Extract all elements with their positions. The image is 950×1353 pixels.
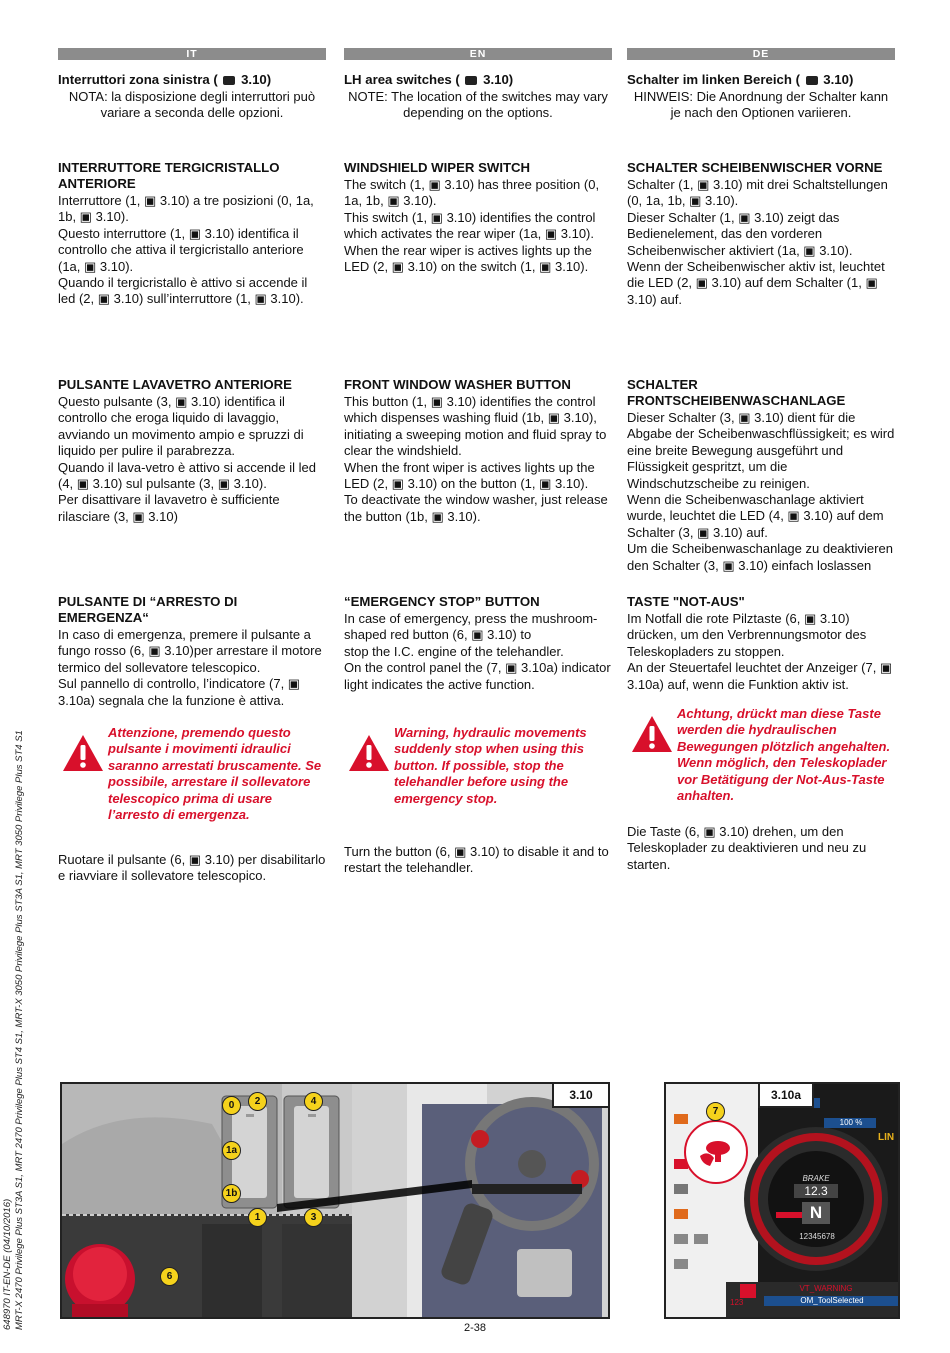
figure-3-10a	[664, 1082, 900, 1319]
section-body	[627, 611, 895, 693]
display-tool: OM_ToolSelected	[800, 1296, 864, 1305]
section-title: TASTE "NOT-AUS"	[627, 594, 745, 609]
section-note: HINWEIS: Die Anordnung der Schalter kann je nach den Optionen variieren.	[633, 89, 889, 121]
warning-text: Achtung, drückt man diese Taste werden die hydraulischen Bewegungen plötzlich angehalten. Wenn möglich, den Teleskoplader vor Betätigung der Not-Aus-Taste anhalten.	[677, 706, 891, 804]
paragraph: This switch (1, ▣ 3.10) identifies the control which activates the rear wiper (1a, ▣ 3.10).	[344, 209, 596, 242]
camera-icon	[223, 76, 235, 85]
section-wiper-switch	[58, 160, 326, 308]
section-body	[344, 611, 612, 693]
paragraph: Quando il lava-vetro è attivo si accende il led (4, ▣ 3.10) sul pulsante (3, ▣ 3.10).	[58, 459, 316, 492]
callout-1a: 1a	[222, 1141, 241, 1160]
paragraph: Wenn die Scheibenwaschanlage aktiviert wurde, leuchtet die LED (4, ▣ 3.10) auf dem Schalter (3, ▣ 3.10) auf.	[627, 492, 884, 540]
warning-de	[627, 706, 895, 804]
callout-7: 7	[706, 1102, 725, 1121]
column-it	[58, 48, 326, 708]
section-title: SCHALTER SCHEIBENWISCHER VORNE	[627, 160, 883, 175]
section-title: PULSANTE LAVAVETRO ANTERIORE	[58, 377, 292, 392]
callout-4: 4	[304, 1092, 323, 1111]
paragraph: The switch (1, ▣ 3.10) has three position (0, 1a, 1b, ▣ 3.10).	[344, 177, 600, 209]
section-note: NOTE: The location of the switches may vary depending on the options.	[348, 89, 608, 121]
display-number: 123	[730, 1298, 744, 1307]
paragraph: Sul pannello di controllo, l’indicatore (7, ▣ 3.10a) segnala che la funzione è attiva.	[58, 676, 301, 708]
section-title: PULSANTE DI “ARRESTO DI EMERGENZA“	[58, 594, 238, 625]
page-number: 2-38	[463, 1322, 487, 1334]
figure-label: 3.10a	[758, 1084, 814, 1108]
paragraph: Schalter (1, ▣ 3.10) mit drei Schaltstellungen (0, 1a, 1b, ▣ 3.10).	[627, 177, 888, 209]
section-washer-button	[627, 377, 895, 574]
section-title: FRONT WINDOW WASHER BUTTON	[344, 377, 571, 392]
section-body	[58, 394, 326, 525]
document-code: 648970 IT-EN-DE (04/10/2016)	[2, 1198, 13, 1330]
callout-6: 6	[160, 1267, 179, 1286]
emergency-stop-indicator-icon	[684, 1120, 748, 1184]
paragraph: In caso di emergenza, premere il pulsante a fungo rosso (6, ▣ 3.10)per arrestare il motore termico del sollevatore telescopico.	[58, 627, 322, 675]
paragraph: Um die Scheibenwaschanlage zu deaktivieren den Schalter (3, ▣ 3.10) einfach loslassen	[627, 541, 893, 573]
section-note: NOTA: la disposizione degli interruttori può variare a seconda delle opzioni.	[68, 89, 316, 121]
model-list: MRT-X 2470 Privilege Plus ST3A S1, MRT 2470 Privilege Plus ST4 S1, MRT-X 3050 Privilege Plus ST3A S1, MRT 3050 Privilege Plus ST4 S1	[14, 730, 25, 1330]
section-emergency-stop	[344, 594, 612, 693]
paragraph: Im Notfall die rote Pilztaste (6, ▣ 3.10) drücken, um den Verbrennungsmotor des Teleskopladers zu stoppen.	[627, 611, 867, 659]
figure-3-10-illustration	[62, 1084, 608, 1317]
paragraph: stop the I.C. engine of the telehandler.	[344, 643, 564, 659]
paragraph: Quando il tergicristallo è attivo si accende il led (2, ▣ 3.10) sull’interruttore (1, ▣ 3.10).	[58, 275, 308, 307]
column-header-de: DE	[627, 48, 895, 60]
section-body	[344, 177, 612, 275]
paragraph: Questo pulsante (3, ▣ 3.10) identifica il controllo che eroga liquido di lavaggio, avviando un movimento ampio e spruzzi di liquido per pulire il parabrezza.	[58, 394, 304, 459]
section-title: Schalter im linken Bereich ( 3.10)	[627, 72, 854, 87]
paragraph: In case of emergency, press the mushroom-shaped red button (6, ▣ 3.10) to	[344, 611, 598, 643]
display-percent-2: 100 %	[839, 1118, 863, 1127]
paragraph: Wenn der Scheibenwischer aktiv ist, leuchtet die LED (2, ▣ 3.10) auf dem Schalter (1, ▣ 3.10) auf.	[627, 259, 885, 307]
paragraph: An der Steuertafel leuchtet der Anzeiger (7, ▣ 3.10a) auf, wenn die Funktion aktiv ist.	[627, 660, 893, 692]
warning-triangle-icon	[58, 725, 108, 823]
section-end-text: Turn the button (6, ▣ 3.10) to disable it and to restart the telehandler.	[344, 844, 609, 876]
section-emergency-stop	[58, 594, 326, 709]
display-warning: VT_WARNING	[799, 1284, 853, 1293]
section-end-text: Ruotare il pulsante (6, ▣ 3.10) per disabilitarlo e riavviare il sollevatore telescopico.	[58, 852, 326, 884]
paragraph: When the rear wiper is actives lights up the LED (2, ▣ 3.10) on the switch (1, ▣ 3.10).	[344, 242, 592, 275]
section-switches-intro	[344, 72, 612, 122]
paragraph: Dieser Schalter (3, ▣ 3.10) dient für die Abgabe der Scheibenwaschflüssigkeit; es wird eine breite Bewegung ausgeführt und Flüssigkeit gespritzt, um die Windschutzscheibe zu reinigen.	[627, 410, 895, 491]
warning-triangle-icon	[627, 706, 677, 804]
paragraph: Interruttore (1, ▣ 3.10) a tre posizioni (0, 1a, 1b, ▣ 3.10).	[58, 193, 314, 225]
section-body	[627, 177, 895, 308]
paragraph: Dieser Schalter (1, ▣ 3.10) zeigt das Bedienelement, das den vorderen Scheibenwischer aktiviert (1a, ▣ 3.10).	[627, 209, 853, 258]
section-title: “EMERGENCY STOP” BUTTON	[344, 594, 540, 609]
display-gear: N	[802, 1202, 830, 1224]
display-value: 12.3	[794, 1184, 838, 1198]
section-body	[627, 410, 895, 574]
callout-1: 1	[248, 1208, 267, 1227]
callout-2: 2	[248, 1092, 267, 1111]
warning-it	[58, 725, 326, 823]
display-hours: 12345678	[799, 1232, 835, 1241]
section-body	[58, 627, 326, 709]
figure-3-10	[60, 1082, 610, 1319]
section-wiper-switch	[344, 160, 612, 275]
section-title: INTERRUTTORE TERGICRISTALLO ANTERIORE	[58, 160, 280, 191]
section-wiper-switch	[627, 160, 895, 308]
section-title: SCHALTER FRONTSCHEIBENWASCHANLAGE	[627, 377, 846, 408]
warning-text: Warning, hydraulic movements suddenly stop when using this button. If possible, stop the telehandler before using the emergency stop.	[394, 725, 587, 806]
column-en	[344, 48, 612, 692]
paragraph: Questo interruttore (1, ▣ 3.10) identifica il controllo che attiva il tergicristallo anteriore (1a, ▣ 3.10).	[58, 225, 304, 274]
warning-triangle-icon	[344, 725, 394, 807]
callout-1b: 1b	[222, 1184, 241, 1203]
section-title: WINDSHIELD WIPER SWITCH	[344, 160, 531, 175]
figure-label: 3.10	[552, 1084, 608, 1108]
section-washer-button	[58, 377, 326, 525]
section-switches-intro	[58, 72, 326, 122]
side-document-reference	[2, 710, 26, 1330]
callout-0: 0	[222, 1096, 241, 1115]
section-washer-button	[344, 377, 612, 525]
callout-3: 3	[304, 1208, 323, 1227]
camera-icon	[806, 76, 818, 85]
display-lim-label: LIN	[878, 1132, 895, 1143]
section-body	[344, 394, 612, 525]
paragraph: When the front wiper is actives lights up the LED (2, ▣ 3.10) on the button (1, ▣ 3.10).	[344, 459, 595, 492]
warning-en	[344, 725, 612, 807]
paragraph: This button (1, ▣ 3.10) identifies the control which dispenses washing fluid (1b, ▣ 3.10), initiating a sweeping motion and fluid spray to clear the windshield.	[344, 394, 607, 459]
section-body	[58, 193, 326, 308]
paragraph: On the control panel the (7, ▣ 3.10a) indicator light indicates the active function.	[344, 660, 611, 692]
camera-icon	[465, 76, 477, 85]
display-brake-label: BRAKE	[802, 1174, 830, 1183]
column-de	[627, 48, 895, 692]
paragraph: Per disattivare il lavavetro è sufficiente rilasciare (3, ▣ 3.10)	[58, 492, 280, 524]
section-emergency-stop	[627, 594, 895, 693]
section-title: Interruttori zona sinistra ( 3.10)	[58, 72, 272, 87]
paragraph: To deactivate the window washer, just release the button (1b, ▣ 3.10).	[344, 492, 608, 524]
section-title: LH area switches ( 3.10)	[344, 72, 514, 87]
warning-text: Attenzione, premendo questo pulsante i movimenti idraulici saranno arrestati bruscamente. Se possibile, arrestare il sollevatore telescopico prima di usare l’arresto di emergenza.	[108, 725, 322, 823]
column-header-en: EN	[344, 48, 612, 60]
section-switches-intro	[627, 72, 895, 122]
column-header-it: IT	[58, 48, 326, 60]
section-end-text: Die Taste (6, ▣ 3.10) drehen, um den Teleskoplader zu deaktivieren und neu zu starten.	[627, 824, 867, 872]
